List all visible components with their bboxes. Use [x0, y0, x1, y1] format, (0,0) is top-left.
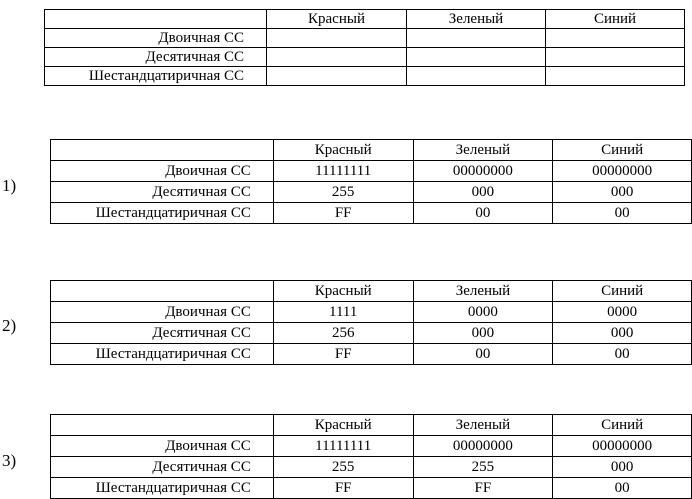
header-row — [51, 281, 692, 302]
row-label-decimal: Десятичная СС — [51, 323, 274, 344]
corner-cell — [51, 415, 274, 436]
row-label-hex: Шестандцатиричная СС — [51, 203, 274, 224]
cell: 256 — [273, 323, 413, 344]
header-red: Красный — [273, 140, 413, 161]
row-label-decimal: Десятичная СС — [45, 48, 267, 67]
option-3-table — [50, 414, 692, 499]
cell — [546, 48, 685, 67]
header-red: Красный — [267, 10, 407, 29]
cell: 00 — [413, 203, 553, 224]
row-binary — [51, 302, 692, 323]
option-2-table — [50, 280, 692, 365]
cell: FF — [413, 478, 553, 499]
cell: 11111111 — [273, 436, 413, 457]
header-green: Зеленый — [413, 140, 553, 161]
row-label-binary: Двоичная СС — [45, 29, 267, 48]
cell: 00000000 — [553, 436, 692, 457]
header-row — [51, 415, 692, 436]
header-blue: Синий — [553, 140, 692, 161]
cell: 000 — [553, 182, 692, 203]
cell: 0000 — [553, 302, 692, 323]
option-1-table — [50, 139, 692, 224]
corner-cell — [45, 10, 267, 29]
cell — [267, 29, 407, 48]
row-label-hex: Шестандцатиричная СС — [45, 67, 267, 86]
row-label-binary: Двоичная СС — [51, 436, 274, 457]
row-label-decimal: Десятичная СС — [51, 182, 274, 203]
header-green: Зеленый — [413, 415, 553, 436]
row-binary — [45, 29, 685, 48]
cell — [546, 29, 685, 48]
row-hex — [51, 344, 692, 365]
row-label-binary: Двоичная СС — [51, 302, 274, 323]
cell: 00000000 — [553, 161, 692, 182]
row-hex — [45, 67, 685, 86]
cell — [546, 67, 685, 86]
row-decimal — [51, 323, 692, 344]
cell: 000 — [553, 457, 692, 478]
row-binary — [51, 161, 692, 182]
cell: 1111 — [273, 302, 413, 323]
header-row — [51, 140, 692, 161]
cell: 000 — [413, 182, 553, 203]
cell: 00 — [413, 344, 553, 365]
header-blue: Синий — [546, 10, 685, 29]
header-blue: Синий — [553, 415, 692, 436]
row-label-hex: Шестандцатиричная СС — [51, 478, 274, 499]
cell — [407, 29, 546, 48]
cell: 255 — [413, 457, 553, 478]
cell: 00 — [553, 203, 692, 224]
row-label-binary: Двоичная СС — [51, 161, 274, 182]
option-2-number: 2) — [2, 316, 17, 335]
row-hex — [51, 478, 692, 499]
option-1-number: 1) — [2, 176, 17, 195]
option-3-number: 3) — [2, 451, 17, 470]
cell: FF — [273, 344, 413, 365]
header-blue: Синий — [553, 281, 692, 302]
cell: 11111111 — [273, 161, 413, 182]
header-row — [45, 10, 685, 29]
cell: 255 — [273, 182, 413, 203]
corner-cell — [51, 140, 274, 161]
cell: 00 — [553, 344, 692, 365]
cell: 00 — [553, 478, 692, 499]
row-decimal — [51, 457, 692, 478]
header-green: Зеленый — [407, 10, 546, 29]
row-label-decimal: Десятичная СС — [51, 457, 274, 478]
header-red: Красный — [273, 415, 413, 436]
cell: FF — [273, 203, 413, 224]
header-green: Зеленый — [413, 281, 553, 302]
row-binary — [51, 436, 692, 457]
cell: FF — [273, 478, 413, 499]
row-decimal — [51, 182, 692, 203]
cell — [267, 67, 407, 86]
cell: 00000000 — [413, 436, 553, 457]
blank-color-table — [44, 9, 685, 86]
cell — [407, 67, 546, 86]
corner-cell — [51, 281, 274, 302]
row-label-hex: Шестандцатиричная СС — [51, 344, 274, 365]
cell: 255 — [273, 457, 413, 478]
cell: 00000000 — [413, 161, 553, 182]
cell: 0000 — [413, 302, 553, 323]
row-decimal — [45, 48, 685, 67]
cell: 000 — [553, 323, 692, 344]
cell — [267, 48, 407, 67]
cell: 000 — [413, 323, 553, 344]
header-red: Красный — [273, 281, 413, 302]
row-hex — [51, 203, 692, 224]
cell — [407, 48, 546, 67]
